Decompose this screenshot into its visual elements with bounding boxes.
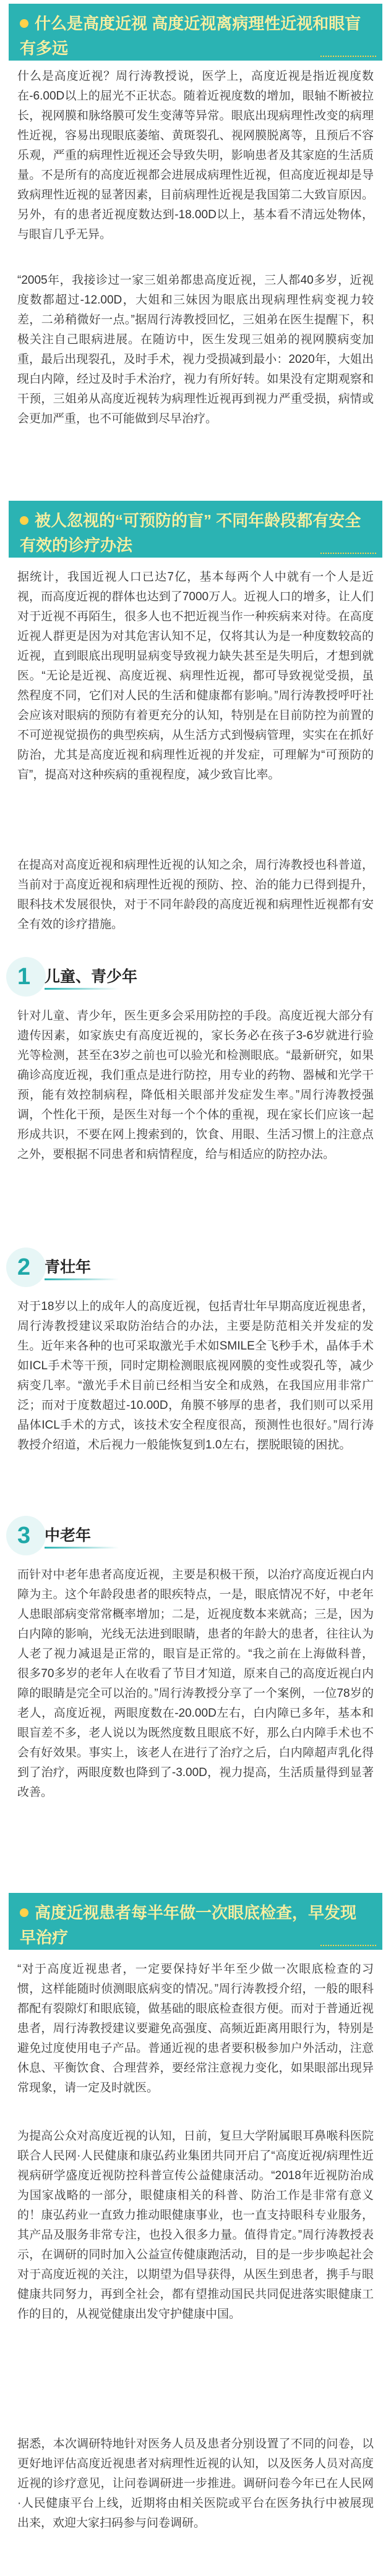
subhead-young-adults — [6, 1248, 179, 1287]
dotted-decoration — [320, 1939, 376, 1946]
subhead-title: 中老年 — [45, 1527, 92, 1544]
section-banner-preventable-blindness — [9, 501, 382, 558]
subhead-title: 儿童、青少年 — [45, 968, 138, 985]
subhead-underline — [45, 1278, 119, 1280]
banner-title: 什么是高度近视 高度近视离病理性近视和眼盲有多远 — [20, 14, 361, 57]
subhead-number: 3 — [17, 1523, 31, 1549]
paragraph: 什么是高度近视？周行涛教授说，医学上，高度近视是指近视度数在-6.00D以上的屈光不正状态。随着近视度数的增加，眼轴不断被拉长，视网膜和脉络膜可发生变薄等异常。眼底出现病理性改变的病理性近视，容易出现眼底萎缩、黄斑裂孔、视网膜脱离等，且预后不容乐观，严重的病理性近视还会导致失明，影响患者及其家庭的生活质量。不是所有的高度近视都会进展成病理性近视，但高度近视却是导致病理性近视的显著因素，目前病理性近视是我国第二大致盲原因。另外，有的患者近视度数达到-18.00D以上，基本看不清远处物体，与眼盲几乎无异。 — [17, 70, 374, 241]
paragraph: 据统计，我国近视人口已达7亿，基本每两个人中就有一个人是近视，而高度近视的群体也达到了7000万人。近视人口的增多，让人们对于近视不再陌生，很多人也不把近视当作一种疾病来对待。在高度近视人群更是因为对其危害认知不足，仅将其认为是一种度数较高的近视，直到眼底出现明显病变导致视力缺失甚至是失明后，才想到就医。“无论是近视、高度近视、病理性近视，都可导致视觉受损，虽然程度不同，它们对人民的生活和健康都有影响。”周行涛教授呼吁社会应该对眼病的预防有着更充分的认知，特别是在目前防控为前置的不可逆视觉损伤的典型疾病，从生活方式到慢病管理，实实在在抓好防治，尤其是高度近视和病理性近视的并发症，可理解为“可预防的盲”，提高对这种疾病的重视程度，减少致盲比率。 — [17, 571, 374, 781]
dotted-decoration — [320, 546, 376, 554]
bullet-dot-icon — [20, 516, 28, 525]
subhead-title: 青壮年 — [45, 1259, 92, 1276]
banner-title: 高度近视患者每半年做一次眼底检查，早发现早治疗 — [20, 1903, 357, 1947]
paragraph: 对于18岁以上的成年人的高度近视，包括青壮年早期高度近视患者，周行涛教授建议采取防治结合的办法，主要是防范相关并发症的发生。近年来各种的也可采取激光手术如SMILE全飞秒手术，晶体手术如ICL手术等干预，同时定期检测眼底视网膜的变性或裂孔等，减少病变几率。“激光手术目前已经相当安全和成熟，在我国应用非常广泛；而对于度数超过-10.00D，角膜不够厚的患者，我们则可以采用晶体ICL手术的方式，该技术安全程度很高，预测性也很好。”周行涛教授介绍道，术后视力一般能恢复到1.0左右，摆脱眼镜的困扰。 — [17, 1300, 374, 1452]
paragraph: 而针对中老年患者高度近视，主要是积极干预，以治疗高度近视白内障为主。这个年龄段患者的眼疾特点，一是，眼底情况不好，中老年人患眼部病变常常概率增加；二是，近视度数本来就高；三是，因为白内障的影响，光线无法进到眼睛，患者的年龄大的患者，往往认为人老了视力减退是正常的，眼盲是正常的。“我之前在上海做科普，很多70多岁的老年人在收看了节目才知道，原来自己的高度近视白内障的眼睛是完全可以治的。”周行涛教授分享了一个案例，一位78岁的老人，高度近视，两眼度数在-20.00D左右，白内障已多年，基本和眼盲差不多，老人说以为既然度数且眼底不好，那么白内障手术也不会有好效果。事实上，该老人在进行了治疗之后，白内障超声乳化得到了治疗，两眼度数也降到了-3.00D，视力提高，生活质量得到显著改善。 — [17, 1568, 374, 1799]
section-banner-what-is-high-myopia — [9, 4, 382, 61]
paragraph: “对于高度近视患者，一定要保持好半年至少做一次眼底检查的习惯，这样能随时侦测眼底病变的情况。”周行涛教授介绍，一般的眼科都配有裂隙灯和眼底镜，做基础的眼底检查很方便。而对于普通近视患者，周行涛教授建议要避免高强度、高频近距离用眼行为，特别是避免过度使用电子产品。普通近视的患者要积极参加户外活动，注意休息、平衡饮食、合理营养，要经常注意视力变化，如果眼部出现异常现象，请一定及时就医。 — [17, 1963, 374, 2094]
subhead-underline — [45, 988, 119, 990]
bullet-dot-icon — [20, 19, 28, 28]
paragraph: 据悉，本次调研特地针对医务人员及患者分别设置了不同的问卷，以更好地评估高度近视患者对病理性近视的认知，以及医务人员对高度近视的诊疗意见，让问卷调研进一步推进。调研问卷今年已在人民网·人民健康平台上线，近期将由相关医院或平台在医务执行中被展现出来，欢迎大家扫码参与问卷调研。 — [17, 2438, 374, 2530]
subhead-middle-aged-elderly — [6, 1516, 179, 1555]
section-banner-fundus-checkup — [9, 1893, 382, 1950]
banner-title: 被人忽视的“可预防的盲” 不同年龄段都有安全有效的诊疗办法 — [20, 511, 361, 555]
subhead-number: 1 — [17, 964, 31, 990]
subhead-number: 2 — [17, 1254, 31, 1280]
paragraph: 为提高公众对高度近视的认知，日前，复旦大学附属眼耳鼻喉科医院联合人民网·人民健康和康弘药业集团共同开启了“高度近视/病理性近视病研学盛度近视防控科普宣传公益健康活动。“2018年近视防治成为国家战略的一部分，眼健康相关的科普、防治工作是非常有意义的！康弘药业一直致力推动眼健康事业，也一直支持眼科专业服务，其产品及服务非常专注，也投入很多力量。值得肯定。”周行涛教授表示，在调研的同时加入公益宣传健康跑活动，目的是一步步唤起社会对于高度近视的关注，以期望为倡导获得，从医生到患者，携手与眼健康共同努力，再到全社会，都有望推动国民共同促进落实眼健康工作的目的，从视觉健康出发守护健康中国。 — [17, 2130, 374, 2321]
bullet-dot-icon — [20, 1908, 28, 1917]
subhead-underline — [45, 1547, 119, 1549]
subhead-children — [6, 957, 179, 997]
paragraph: 在提高对高度近视和病理性近视的认知之余，周行涛教授也科普道，当前对于高度近视和病理性近视的预防、控、治的能力已得到提升，眼科技术发展很快，对于不同年龄段的高度近视和病理性近视都有安全有效的诊疗措施。 — [17, 859, 374, 931]
dotted-decoration — [320, 49, 376, 57]
paragraph: 针对儿童、青少年，医生更多会采用防控的手段。高度近视大部分有遗传因素，如家族史有高度近视的，家长务必在孩子3-6岁就进行验光等检测，甚至在3岁之前也可以验光和检测眼底。“最新研究，如果确诊高度近视，我们重点是进行防控，用专业的药物、器械和光学干预，能有效控制病程，降低相关眼部并发症发生率。”周行涛教授强调，个性化干预，是医生对每一个个体的重视，现在家长们应该一起形成共识，不要在网上搜索到的，饮食、用眼、生活习惯上的注意点之外，要根据不同患者和病情程度，给与相适应的防控办法。 — [17, 1010, 374, 1161]
paragraph: “2005年，我接诊过一家三姐弟都患高度近视，三人都40多岁，近视度数都超过-12.00D，大姐和三妹因为眼底出现病理性病变视力较差，二弟稍微好一点。”据周行涛教授回忆，三姐弟在医生提醒下，积极关注自己眼病进展。在随访中，医生发现三姐弟的视网膜病变加重，最后出现裂孔，及时手术，视力受损减到最小：2020年，大姐出现白内障，经过及时手术治疗，视力有所好转。如果没有定期观察和干预，三姐弟从高度近视转为病理性近视再到视力严重受损，病情或会更加严重，也不可能做到尽早治疗。 — [17, 274, 374, 425]
